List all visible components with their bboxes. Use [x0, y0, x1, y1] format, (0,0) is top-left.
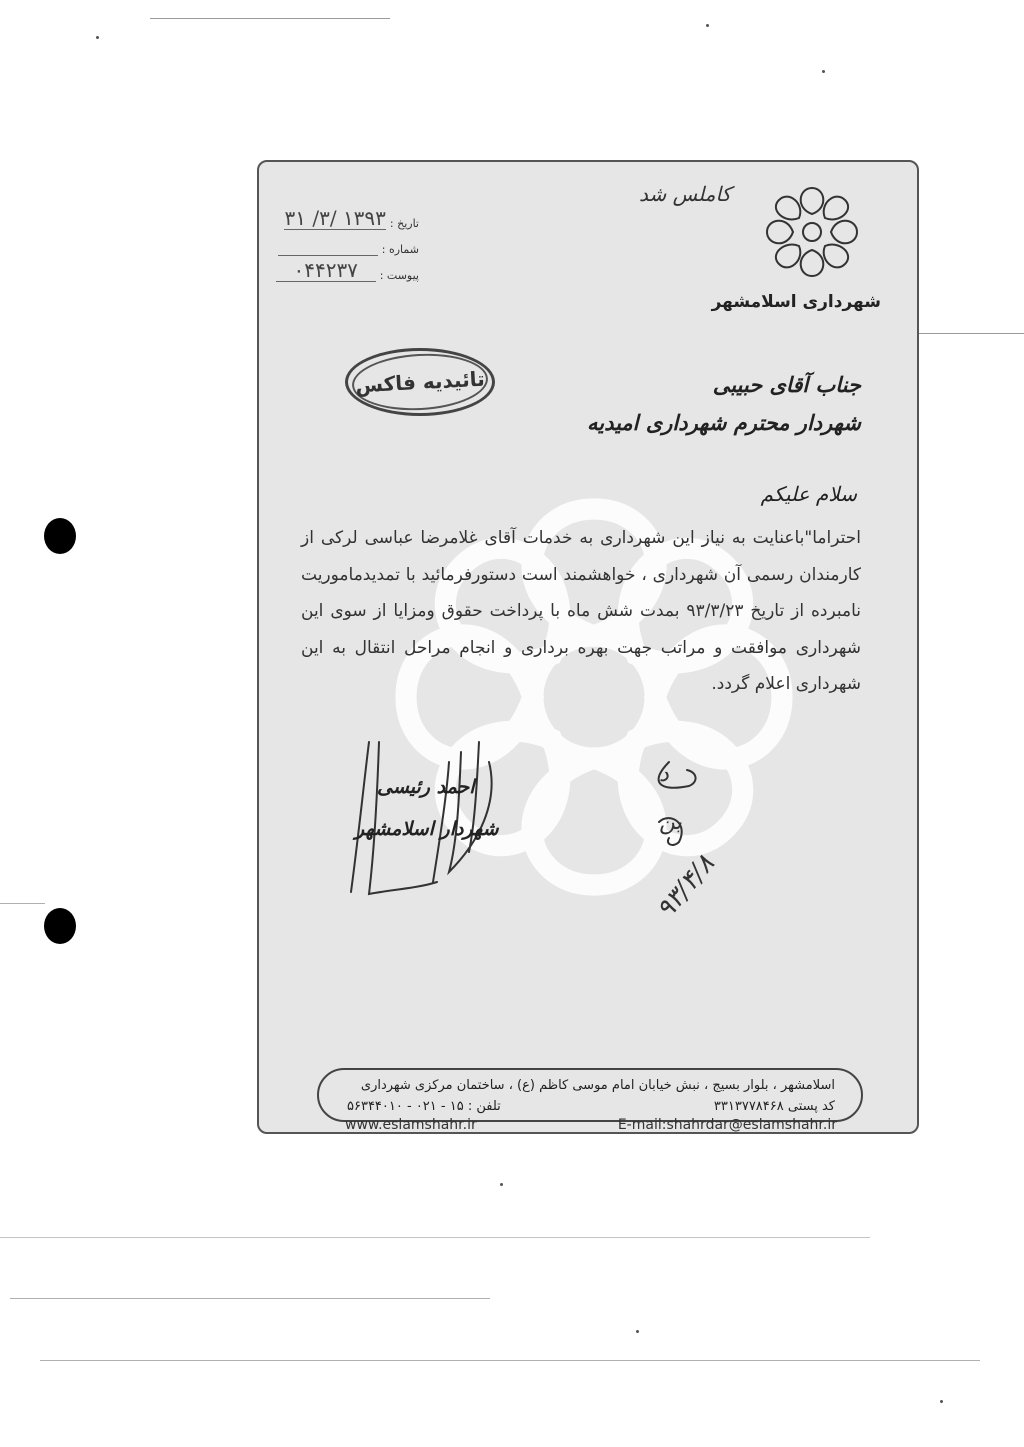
annotation-date: ۹۳/۴/۸ — [650, 849, 721, 925]
date-value: ۱۳۹۳ /۳/ ۳۱ — [284, 206, 386, 230]
fax-confirmation-stamp — [345, 348, 495, 416]
handwritten-signature-icon — [329, 722, 579, 902]
footer-website[interactable]: www.eslamshahr.ir — [345, 1117, 477, 1133]
signatory-name: احمد رئیسی — [377, 776, 475, 798]
scan-line-bottom-3 — [40, 1360, 980, 1361]
scan-line-bottom-1 — [0, 1237, 870, 1238]
org-name: شهرداری اسلامشهر — [711, 292, 881, 312]
speck — [706, 24, 709, 27]
scan-line-right — [905, 333, 1024, 334]
speck — [822, 70, 825, 73]
speck — [636, 1330, 639, 1333]
recipient-line-2: شهردار محترم شهرداری امیدیه — [586, 410, 861, 435]
attachment-label: پیوست : — [379, 269, 419, 282]
number-row — [269, 230, 419, 256]
speck — [500, 1183, 503, 1186]
attachment-value: ۰۴۴۲۳۷ — [276, 259, 376, 282]
scan-line-bottom-2 — [10, 1298, 490, 1299]
footer-postcode: کد پستی ۳۳۱۳۷۷۸۴۶۸ — [713, 1099, 835, 1114]
recipient-line-1: جناب آقای حبیبی — [712, 372, 861, 397]
speck — [940, 1400, 943, 1403]
municipality-logo-icon — [757, 182, 867, 282]
number-label: شماره : — [381, 243, 419, 256]
punch-hole-top — [44, 518, 76, 554]
stamp-text: تائیدیه فاکس — [351, 350, 490, 413]
scan-line-left — [0, 903, 45, 904]
date-label: تاریخ : — [389, 217, 419, 230]
letter-body: احتراما"باعنایت به نیاز این شهرداری به خدمات آقای غلامرضا عباسی لرکی از کارمندان رسمی آن شهرداری ، خواهشمند است دستورفرمائید با تمدیدماموریت نامبرده از تاریخ ۹۳/۳/۲۳ بمدت شش ماه با پرداخت حقوق ومزایا از سوی این شهرداری موافقت و مراتب جهت بهره برداری و انجام مراحل انتقال به این شهرداری اعلام گردد. — [301, 528, 861, 694]
footer-contact-box — [317, 1068, 863, 1122]
greeting: سلام علیکم — [760, 482, 857, 506]
letter-sheet — [257, 160, 919, 1134]
footer-address: اسلامشهر ، بلوار بسیج ، نبش خیابان امام موسی کاظم (ع) ، ساختمان مرکزی شهرداری — [360, 1078, 835, 1093]
footer-email[interactable]: E-mail:shahrdar@eslamshahr.ir — [617, 1117, 837, 1133]
recipient — [587, 366, 861, 442]
footer-phone: تلفن : ۱۵ - ۰۲۱ - ۵۶۳۴۴۰۱۰ — [347, 1099, 501, 1114]
letter-meta — [269, 204, 419, 282]
annotation-line-2: بن — [659, 810, 682, 835]
annotation-line-1: د — [659, 762, 669, 787]
signatory-title: شهردار اسلامشهر — [355, 818, 499, 840]
speck — [96, 36, 99, 39]
date-row — [269, 204, 419, 230]
scan-line-top — [150, 18, 390, 19]
punch-hole-bottom — [44, 908, 76, 944]
attachment-row — [269, 256, 419, 282]
handwritten-note: کاملس شد — [639, 182, 732, 206]
handwritten-annotation-icon — [629, 752, 779, 942]
